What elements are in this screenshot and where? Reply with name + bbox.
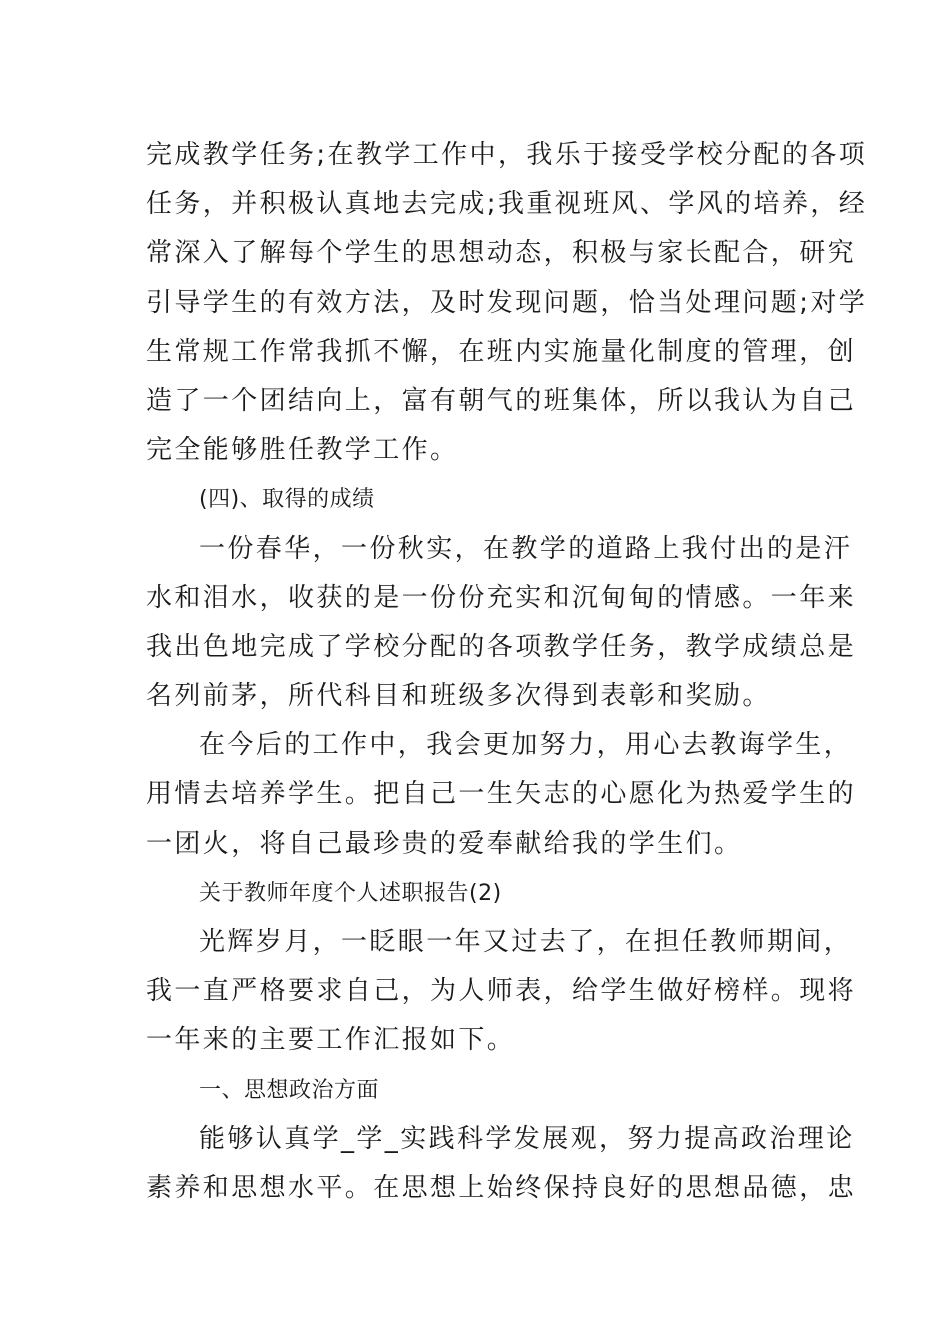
text-line: 在今后的工作中，我会更加努力，用心去教诲学生， [199, 730, 853, 761]
text-line: 水和泪水，收获的是一份份充实和沉甸甸的情感。一年来 [146, 582, 857, 613]
section-heading: 一、思想政治方面 [199, 1077, 380, 1103]
text-line: 完全能够胜任教学工作。 [146, 435, 459, 466]
text-line: 素养和思想水平。在思想上始终保持良好的思想品德，忠 [146, 1172, 857, 1203]
text-line: 一团火，将自己最珍贵的爱奉献给我的学生们。 [146, 828, 743, 859]
text-line: 光辉岁月，一眨眼一年又过去了，在担任教师期间， [199, 927, 853, 957]
text-line: 造了一个团结向上，富有朝气的班集体，所以我认为自己 [146, 385, 857, 416]
text-line: 名列前茅，所代科目和班级多次得到表彰和奖励。 [146, 681, 771, 712]
text-line: 任务，并积极认真地去完成;我重视班风、学风的培养，经 [146, 189, 868, 220]
text-line: 完成教学任务;在教学工作中，我乐于接受学校分配的各项 [146, 140, 868, 170]
document-body [146, 131, 868, 1213]
text-line: 常深入了解每个学生的思想动态，积极与家长配合，研究 [146, 238, 857, 269]
text-line: 能够认真学_学_实践科学发展观，努力提高政治理论 [199, 1123, 855, 1154]
text-line: 用情去培养学生。把自己一生矢志的心愿化为热爱学生的 [146, 779, 857, 810]
text-line: 我出色地完成了学校分配的各项教学任务，教学成绩总是 [146, 631, 857, 662]
text-line: 我一直严格要求自己，为人师表，给学生做好榜样。现将 [146, 976, 857, 1007]
text-line: 一份春华，一份秋实，在教学的道路上我付出的是汗 [199, 533, 853, 564]
text-line: 引导学生的有效方法，及时发现问题，恰当处理问题;对学 [146, 287, 868, 318]
report-title: 关于教师年度个人述职报告(2) [199, 880, 502, 906]
text-line: 一年来的主要工作汇报如下。 [146, 1025, 516, 1056]
section-heading: (四)、取得的成绩 [199, 487, 375, 513]
text-line: 生常规工作常我抓不懈，在班内实施量化制度的管理，创 [146, 336, 857, 367]
